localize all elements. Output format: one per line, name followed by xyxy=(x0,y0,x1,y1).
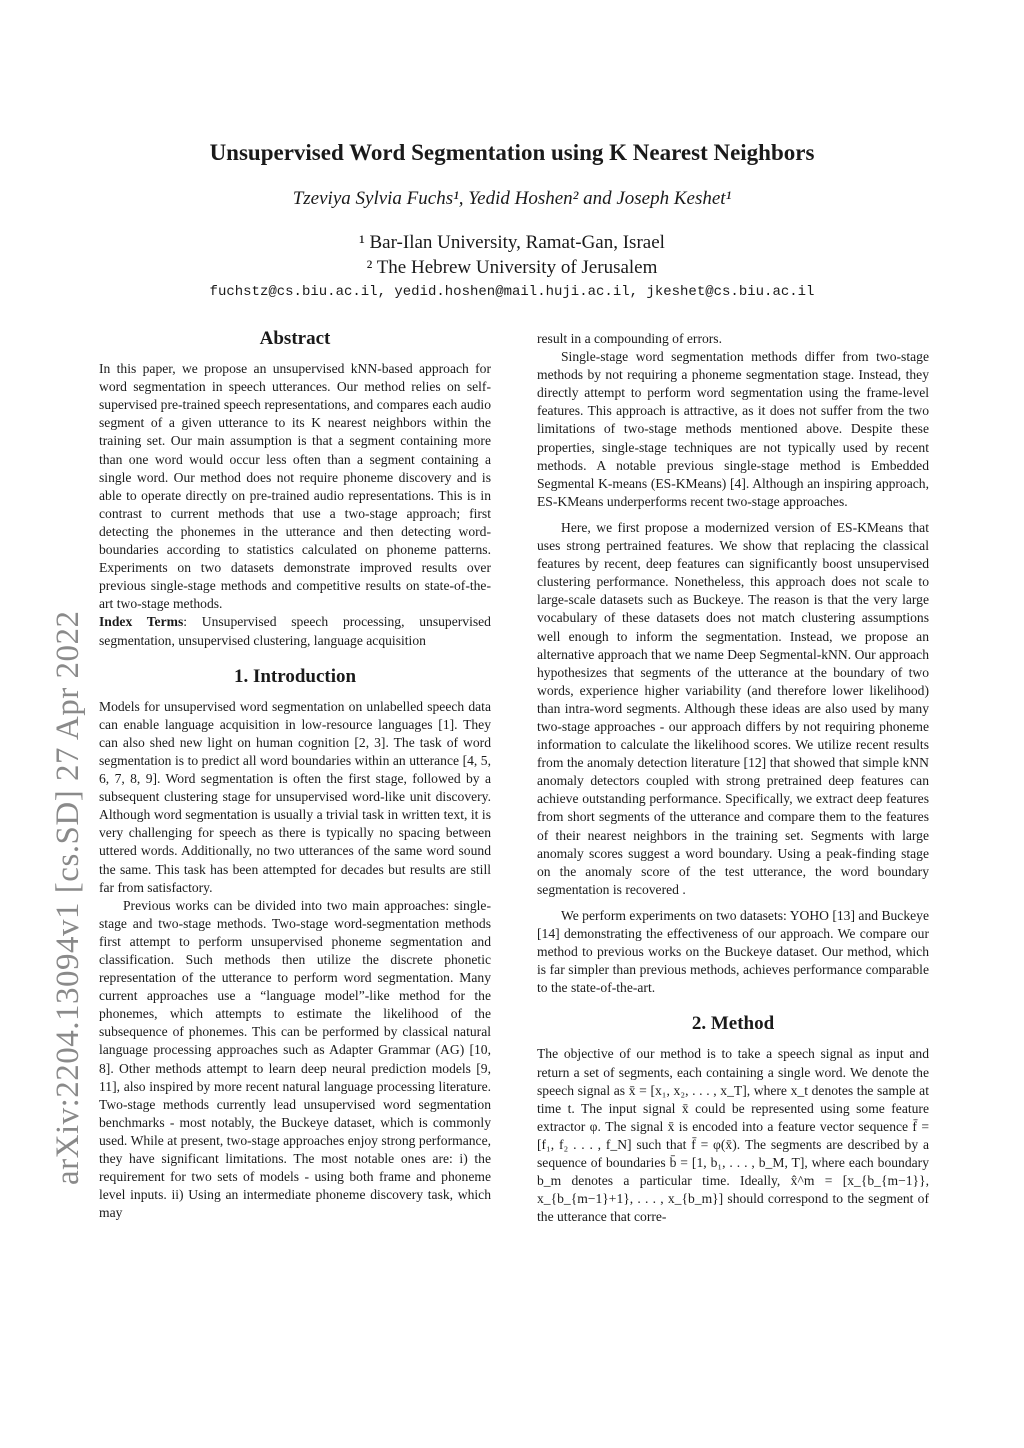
index-terms-label: Index Terms xyxy=(99,614,184,630)
paper-title: Unsupervised Word Segmentation using K Nearest Neighbors xyxy=(209,140,815,165)
paper-authors: Tzeviya Sylvia Fuchs¹, Yedid Hoshen² and Joseph Keshet¹ xyxy=(292,188,732,209)
affiliation-2: ² The Hebrew University of Jerusalem xyxy=(366,257,658,278)
intro-paragraph-1: Models for unsupervised word segmentation on unlabelled speech data can enable language acquisition in low-resource languages [1]. They can also shed new light on human cognition [2, 3]. The task of word segmentation is to predict all word boundaries within an utterance [4, 5, 6, 7, 8, 9]. Word segmentation is often the first stage, followed by a subsequent clustering stage for unsupervised word-like unit discovery. Although word segmentation is usually a trivial task in written text, it is very challenging for speech as there is typically no spacing between uttered words. Additionally, no two utterances of the same word sound the same. This task has been attempted for decades but results are still far from satisfactory. xyxy=(99,698,491,895)
intro-paragraph-2: Previous works can be divided into two main approaches: single-stage and two-stage methods. Two-stage word-segmentation methods first attempt to perform unsupervised phoneme segmentation and classification. Such methods then utilize the discrete phonetic representation of the utterance to perform word segmentation. Many current approaches use a “language model”-like method for the phonemes, which attempts to estimate the likelihood of the subsequence of phonemes. This can be performed by classical natural language processing approaches such as Adapter Grammar (AG) [10, 8]. Other methods attempt to learn deep neural prediction models [9, 11], also inspired by more recent natural language processing literature. Two-stage methods currently lead unsupervised word segmentation benchmarks - most notably, the Buckeye dataset, which is commonly used. While at present, two-stage approaches enjoy strong performance, they have significant limitations. The most notable ones are: i) the requirement for two sets of models - using both frame and phoneme level inputs. ii) Using an intermediate phoneme discovery task, which may xyxy=(99,897,491,1221)
right-paragraph-2: Here, we first propose a modernized version of ES-KMeans that uses strong pertrained features. We show that replacing the classical features by recent, deep features can significantly boost unsupervised clustering performance. Nonetheless, this approach does not scale to large-scale datasets such as Buckeye. The reason is that the very large vocabulary of these datasets does not match clustering assumptions well enough to inform the segmentation. Instead, we propose an alternative approach that we name Deep Segmental-kNN. Our approach hypothesizes that segments of the utterance at the boundary of two words, experience higher variability (and therefore lower likelihood) than intra-word segments. Although these ideas are also used by many two-stage approaches - our approach differs by not requiring phoneme information to calculate the likelihood scores. We utilize recent results from the anomaly detection literature [12] that showed that simple kNN anomaly detectors coupled with strong pretrained deep features can achieve outstanding performance. Specifically, we extract deep features from short segments of the utterance and compare them to the features of their nearest neighbors in the training set. Segments with large anomaly scores suggest a word boundary. Using a peak-finding stage on the anomaly score of the test utterance, the word boundary segmentation is recovered . xyxy=(537,519,929,897)
method-paragraph: The objective of our method is to take a speech signal as input and return a set of segments, each containing a single word. We denote the speech signal as x̄ = [x₁, x₂, . . . , x_T], where x_t denotes the sample at time t. The input signal x̄ could be represented using some feature extractor φ. The signal x̄ is encoded into a feature vector sequence f̄ = [f₁, f₂ . . . , f_N] such that f̄ = φ(x̄). The segments are described by a sequence of boundaries b̄ = [1, b₁, . . . , b_M, T], where each boundary b_m denotes a particular time. Ideally, x̂^m = [x_{b_{m−1}}, x_{b_{m−1}+1}, . . . , x_{b_m}] should correspond to the segment of the utterance that corre- xyxy=(537,1046,929,1225)
affiliations xyxy=(0,230,1024,280)
abstract-heading: Abstract xyxy=(259,328,331,349)
affiliation-1: ¹ Bar-Ilan University, Ramat-Gan, Israel xyxy=(359,232,665,253)
right-column xyxy=(537,330,929,1226)
abstract-text: In this paper, we propose an unsupervised kNN-based approach for word segmentation in speech utterances. Our method relies on self-supervised pre-trained speech representations, and compares each audio segment of a given utterance to its K nearest neighbors within the training set. Our main assumption is that a segment containing more than one word would occur less often than a segment containing a single word. Our method does not require phoneme discovery and is able to operate directly on pre-trained audio representations. This is in contrast to current methods that use a two-stage approach; first detecting the phonemes in the utterance and then detecting word-boundaries according to statistics calculated on phoneme patterns. Experiments on two datasets demonstrate improved results over previous single-stage methods and competitive results on state-of-the-art two-stage methods. xyxy=(99,361,491,612)
author-emails: fuchstz@cs.biu.ac.il, yedid.hoshen@mail.huji.ac.il, jkeshet@cs.biu.ac.il xyxy=(209,284,815,300)
introduction-heading: 1. Introduction xyxy=(233,665,357,687)
index-terms xyxy=(99,613,491,649)
right-paragraph-0: result in a compounding of errors. xyxy=(537,331,722,346)
arxiv-identifier: arXiv:2204.13094v1 [cs.SD] 27 Apr 2022 xyxy=(50,610,86,1185)
index-terms-text: : Unsupervised speech processing, unsupervised segmentation, unsupervised clustering, language acquisition xyxy=(99,614,491,648)
method-heading: 2. Method xyxy=(691,1013,775,1035)
left-column xyxy=(99,330,491,1222)
arxiv-sidebar xyxy=(20,130,86,1185)
right-paragraph-3: We perform experiments on two datasets: YOHO [13] and Buckeye [14] demonstrating the effectiveness of our approach. We compare our method to previous works on the Buckeye dataset. Our method, which is far simpler than previous methods, achieves performance comparable to the state-of-the-art. xyxy=(537,907,929,996)
right-paragraph-1: Single-stage word segmentation methods differ from two-stage methods by not requiring a phoneme segmentation stage. Instead, they directly attempt to perform word segmentation using the frame-level features. This approach is attractive, as it does not suffer from the two limitations of two-stage methods mentioned above. Despite these properties, single-stage techniques are not typically used by recent methods. A notable previous single-stage method is Embedded Segmental K-means (ES-KMeans) [4]. Although an inspiring approach, ES-KMeans underperforms recent two-stage approaches. xyxy=(537,349,929,509)
